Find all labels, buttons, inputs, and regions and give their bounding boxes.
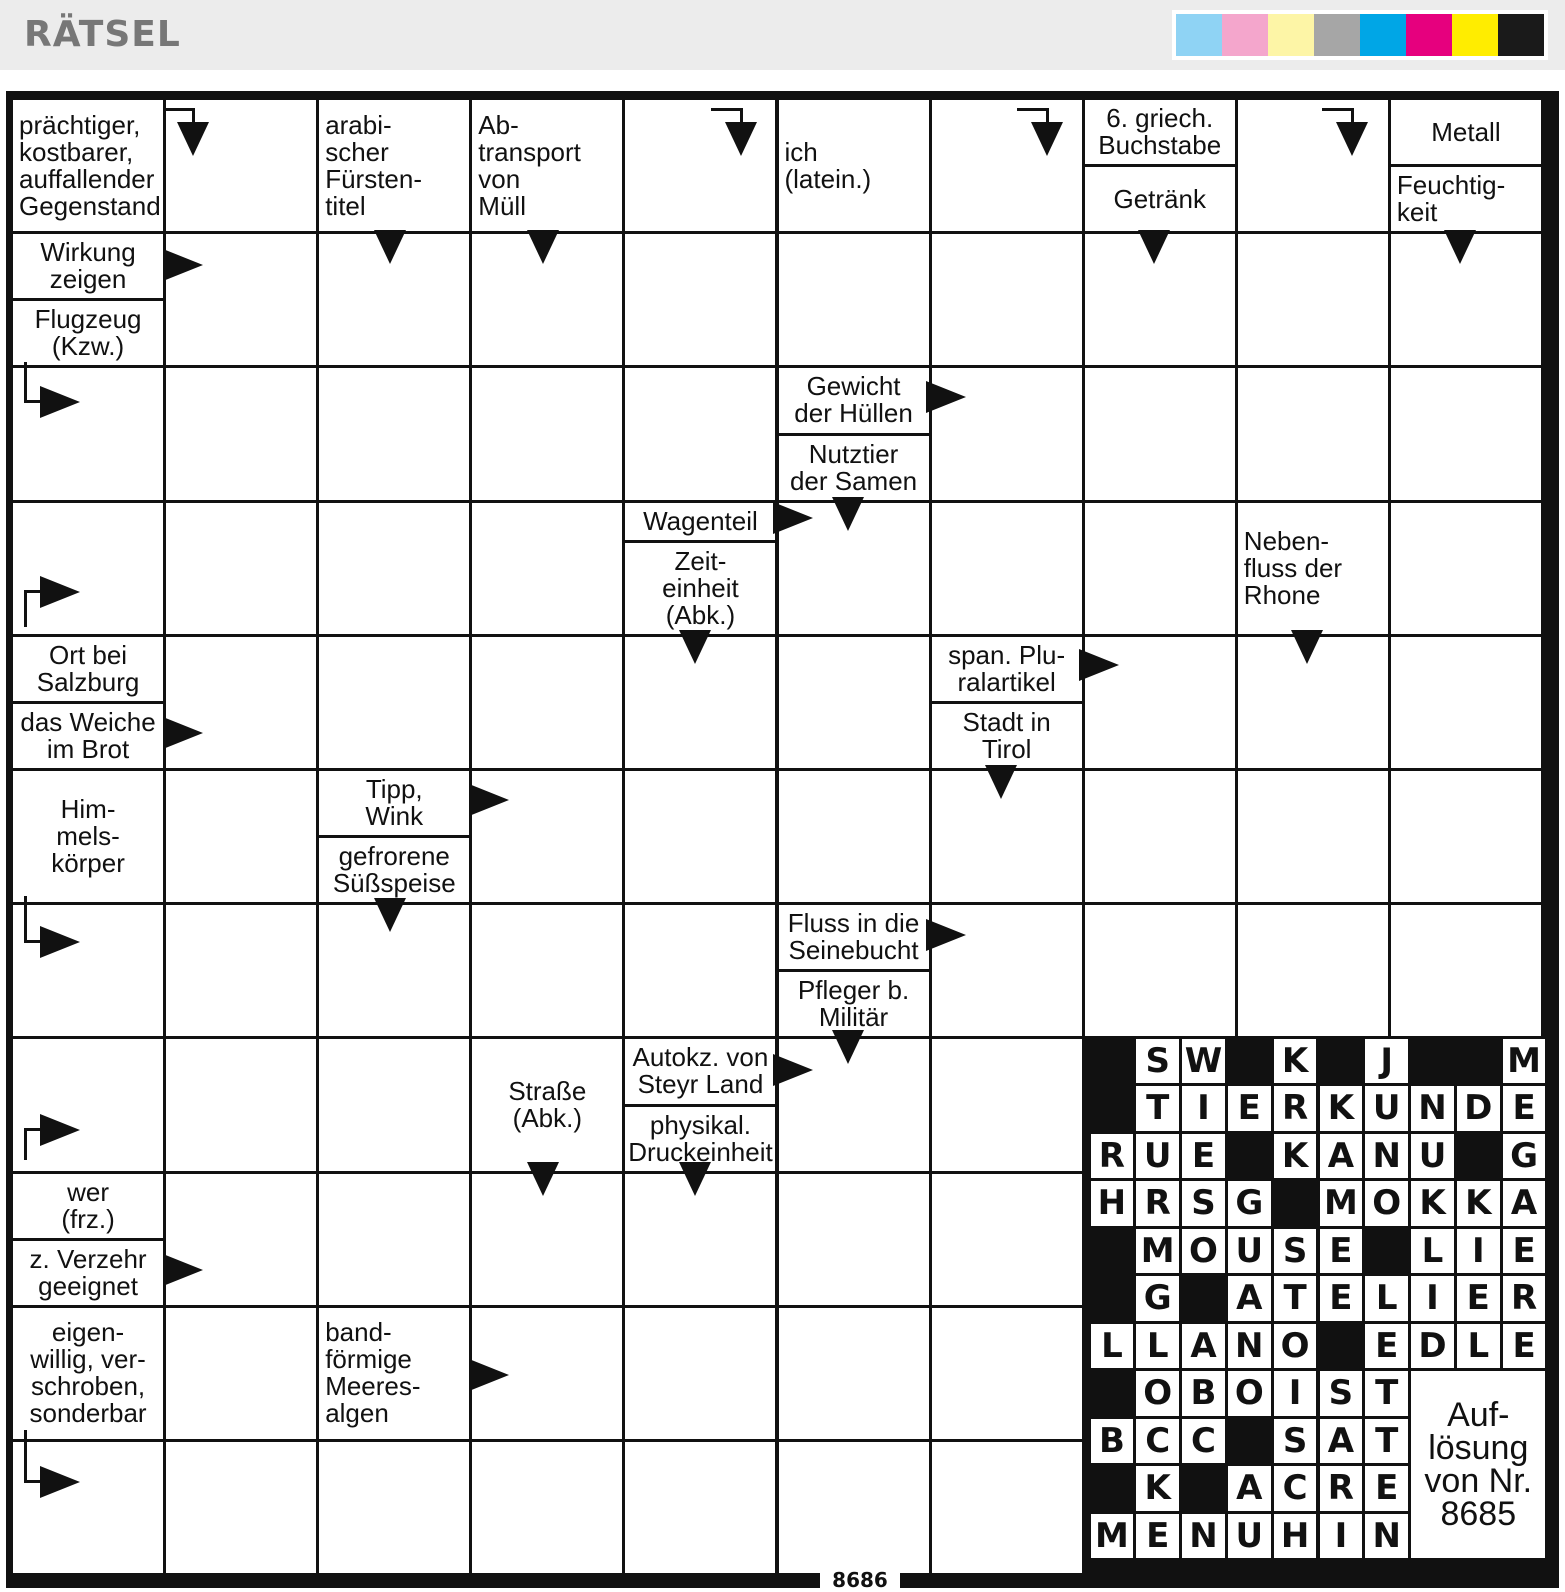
clue-text: förmige: [325, 1344, 412, 1375]
solution-letter: E: [1320, 1276, 1363, 1321]
clue-text: Neben-: [1243, 525, 1330, 556]
clue-text: Militär: [818, 1002, 889, 1033]
solution-letter: U: [1228, 1229, 1271, 1274]
solution-letter: T: [1365, 1371, 1408, 1416]
grid-cell[interactable]: [13, 503, 163, 634]
grid-cell[interactable]: [1391, 503, 1541, 634]
grid-cell[interactable]: [779, 1442, 929, 1573]
grid-cell[interactable]: [319, 503, 469, 634]
grid-cell[interactable]: [319, 637, 469, 768]
down-arrow-icon: [832, 497, 864, 531]
grid-cell[interactable]: [472, 503, 622, 634]
grid-cell[interactable]: [472, 905, 622, 1036]
clue-cell: [779, 436, 929, 500]
grid-cell[interactable]: [625, 368, 775, 499]
grid-cell[interactable]: [319, 368, 469, 499]
down-arrow-icon: [177, 122, 209, 156]
grid-cell[interactable]: [1391, 771, 1541, 902]
clue-cell: [13, 301, 163, 365]
solution-letter: C: [1182, 1419, 1225, 1464]
clue-text: Buchstabe: [1098, 130, 1222, 161]
grid-cell[interactable]: [166, 100, 316, 231]
clue-text: schroben,: [30, 1371, 146, 1402]
color-calibration-bar: [1172, 10, 1548, 60]
clue-text: Zeit-: [674, 546, 727, 577]
solution-letter: I: [1411, 1276, 1454, 1321]
solution-letter: N: [1228, 1324, 1271, 1369]
grid-cell[interactable]: [166, 1442, 316, 1573]
clue-text: Tipp,: [365, 774, 423, 805]
clue-text: (Abk.): [665, 600, 736, 631]
clue-text: algen: [325, 1398, 389, 1429]
clue-cell: [13, 1174, 163, 1238]
clue-text: (frz.): [61, 1203, 115, 1234]
grid-cell[interactable]: [932, 1039, 1082, 1170]
clue-cell: [319, 838, 469, 902]
clue-cell: [1085, 167, 1235, 231]
solution-letter: S: [1136, 1039, 1179, 1084]
solution-label-line: lösung: [1428, 1428, 1529, 1467]
grid-cell[interactable]: [1085, 905, 1235, 1036]
solution-letter: T: [1365, 1419, 1408, 1464]
grid-cell[interactable]: [472, 637, 622, 768]
grid-cell[interactable]: [13, 1442, 163, 1573]
solution-letter: T: [1136, 1086, 1179, 1131]
grid-cell[interactable]: [932, 503, 1082, 634]
clue-text: Gewicht: [806, 371, 901, 402]
color-swatch: [1222, 14, 1268, 56]
solution-letter: O: [1136, 1371, 1179, 1416]
clue-text: Ort bei: [49, 639, 128, 670]
solution-letter: I: [1320, 1514, 1363, 1559]
solution-letter: E: [1457, 1276, 1500, 1321]
grid-cell[interactable]: [1238, 905, 1388, 1036]
right-arrow-icon: [469, 784, 509, 816]
clue-text: (latein.): [784, 163, 872, 194]
solution-letter: H: [1091, 1181, 1134, 1226]
color-swatch: [1360, 14, 1406, 56]
solution-letter: N: [1182, 1514, 1225, 1559]
down-arrow-icon: [1031, 122, 1063, 156]
right-arrow-icon: [40, 576, 80, 608]
solution-letter: L: [1136, 1324, 1179, 1369]
solution-letter: R: [1503, 1276, 1546, 1321]
crossword-grid: [6, 91, 1559, 1588]
solution-letter: E: [1182, 1134, 1225, 1179]
grid-cell[interactable]: [1238, 771, 1388, 902]
grid-cell[interactable]: [625, 1308, 775, 1439]
grid-cell[interactable]: [1085, 771, 1235, 902]
solution-letter: E: [1503, 1086, 1546, 1131]
grid-cell[interactable]: [779, 637, 929, 768]
right-arrow-icon: [469, 1359, 509, 1391]
solution-letter: A: [1182, 1324, 1225, 1369]
clue-text: der Samen: [789, 465, 918, 496]
grid-cell[interactable]: [932, 1174, 1082, 1305]
solution-letter: W: [1182, 1039, 1225, 1084]
solution-letter: E: [1228, 1086, 1271, 1131]
solution-letter: B: [1091, 1419, 1134, 1464]
solution-letter: O: [1228, 1371, 1271, 1416]
clue-text: arabi-: [325, 109, 392, 140]
right-arrow-icon: [773, 1054, 813, 1086]
grid-cell[interactable]: [13, 368, 163, 499]
clue-text: Him-: [60, 794, 116, 825]
solution-letter: J: [1365, 1039, 1408, 1084]
clue-text: Getränk: [1113, 183, 1206, 214]
clue-text: einheit: [662, 573, 739, 604]
solution-letter: M: [1136, 1229, 1179, 1274]
solution-letter: K: [1136, 1466, 1179, 1511]
solution-letter: O: [1365, 1181, 1408, 1226]
clue-cell: [779, 368, 929, 432]
down-arrow-icon: [374, 230, 406, 264]
grid-cell[interactable]: [319, 1039, 469, 1170]
clue-text: ich: [784, 136, 818, 167]
clue-cell: [1085, 100, 1235, 164]
down-arrow-icon: [985, 765, 1017, 799]
solution-letter: R: [1136, 1181, 1179, 1226]
clue-text: geeignet: [38, 1270, 138, 1301]
clue-text: Druckeinheit: [628, 1136, 773, 1167]
clue-text: Wink: [365, 801, 424, 832]
solution-label: [1411, 1371, 1545, 1558]
solution-letter: B: [1182, 1371, 1225, 1416]
clue-cell: [13, 704, 163, 768]
solution-letter: U: [1365, 1086, 1408, 1131]
solution-letter: C: [1136, 1419, 1179, 1464]
clue-text: Steyr Land: [637, 1069, 764, 1100]
grid-cell[interactable]: [625, 234, 775, 365]
solution-letter: G: [1136, 1276, 1179, 1321]
solution-label-line: von Nr.: [1424, 1461, 1533, 1500]
clue-cell: [625, 503, 775, 541]
clue-text: Straße: [508, 1075, 587, 1106]
down-arrow-icon: [1291, 630, 1323, 664]
grid-cell[interactable]: [932, 234, 1082, 365]
down-arrow-icon: [679, 630, 711, 664]
page-title: RÄTSEL: [24, 14, 181, 55]
clue-text: Metall: [1431, 116, 1501, 147]
right-arrow-icon: [40, 1114, 80, 1146]
grid-cell[interactable]: [166, 368, 316, 499]
grid-cell[interactable]: [166, 905, 316, 1036]
solution-letter: L: [1365, 1276, 1408, 1321]
solution-letter: K: [1320, 1086, 1363, 1131]
clue-text: Ab-: [478, 109, 519, 140]
right-arrow-icon: [163, 249, 203, 281]
clue-cell: [472, 1039, 622, 1170]
clue-cell: [625, 1107, 775, 1171]
solution-letter: G: [1228, 1181, 1271, 1226]
clue-text: Fluss in die: [787, 908, 920, 939]
clue-text: span. Plu-: [948, 639, 1066, 670]
solution-letter: I: [1182, 1086, 1225, 1131]
down-arrow-icon: [832, 1030, 864, 1064]
clue-cell: [13, 771, 163, 902]
clue-cell: [779, 905, 929, 969]
grid-cell[interactable]: [13, 905, 163, 1036]
page-header: [0, 0, 1565, 70]
solution-letter: M: [1503, 1039, 1546, 1084]
clue-text: physikal.: [649, 1109, 752, 1140]
color-swatch: [1268, 14, 1314, 56]
clue-cell: [1391, 167, 1541, 231]
clue-cell: [1238, 503, 1388, 634]
clue-text: sonderbar: [29, 1398, 147, 1429]
grid-cell[interactable]: [1085, 503, 1235, 634]
clue-text: Wagenteil: [643, 506, 758, 537]
right-arrow-icon: [40, 926, 80, 958]
color-swatch: [1498, 14, 1544, 56]
clue-cell: [779, 100, 929, 231]
solution-letter: I: [1274, 1371, 1317, 1416]
clue-text: fluss der: [1243, 552, 1343, 583]
clue-text: mels-: [56, 821, 120, 852]
clue-cell: [319, 100, 469, 231]
clue-text: Fürsten-: [325, 163, 422, 194]
clue-cell: [625, 1039, 775, 1103]
clue-text: z. Verzehr: [29, 1243, 147, 1274]
right-arrow-icon: [926, 381, 966, 413]
solution-letter: A: [1503, 1181, 1546, 1226]
solution-letter: D: [1411, 1324, 1454, 1369]
solution-letter: O: [1274, 1324, 1317, 1369]
grid-cell[interactable]: [932, 1442, 1082, 1573]
grid-cell[interactable]: [319, 1442, 469, 1573]
clue-text: scher: [325, 136, 389, 167]
grid-cell[interactable]: [472, 368, 622, 499]
clue-text: 6. griech.: [1106, 103, 1214, 134]
grid-cell[interactable]: [779, 771, 929, 902]
down-arrow-icon: [725, 122, 757, 156]
clue-text: zeigen: [49, 264, 127, 295]
down-arrow-icon: [527, 230, 559, 264]
solution-letter: E: [1503, 1324, 1546, 1369]
clue-text: Pfleger b.: [797, 975, 910, 1006]
solution-letter: S: [1274, 1229, 1317, 1274]
clue-cell: [932, 637, 1082, 701]
grid-cell[interactable]: [779, 1308, 929, 1439]
grid-cell[interactable]: [13, 1039, 163, 1170]
solution-letter: K: [1411, 1181, 1454, 1226]
color-swatch: [1314, 14, 1360, 56]
clue-cell: [779, 972, 929, 1036]
clue-text: Autokz. von: [632, 1042, 769, 1073]
solution-letter: L: [1091, 1324, 1134, 1369]
clue-text: von: [478, 163, 521, 194]
clue-cell: [13, 100, 163, 231]
solution-letter: K: [1274, 1039, 1317, 1084]
grid-cell[interactable]: [472, 1442, 622, 1573]
grid-cell[interactable]: [779, 234, 929, 365]
solution-letter: U: [1136, 1134, 1179, 1179]
solution-letter: E: [1503, 1229, 1546, 1274]
solution-letter: R: [1274, 1086, 1317, 1131]
grid-cell[interactable]: [166, 1308, 316, 1439]
solution-letter: N: [1365, 1514, 1408, 1559]
solution-letter: N: [1411, 1086, 1454, 1131]
down-arrow-icon: [1336, 122, 1368, 156]
grid-cell[interactable]: [1238, 100, 1388, 231]
clue-cell: [319, 771, 469, 835]
solution-letter: R: [1320, 1466, 1363, 1511]
grid-cell[interactable]: [1391, 368, 1541, 499]
grid-cell[interactable]: [625, 905, 775, 1036]
clue-text: titel: [325, 190, 366, 221]
down-arrow-icon: [374, 898, 406, 932]
grid-cell[interactable]: [625, 771, 775, 902]
color-swatch: [1452, 14, 1498, 56]
grid-cell[interactable]: [166, 503, 316, 634]
solution-letter: U: [1411, 1134, 1454, 1179]
color-swatch: [1176, 14, 1222, 56]
clue-cell: [13, 234, 163, 298]
clue-cell: [13, 637, 163, 701]
clue-cell: [13, 1308, 163, 1439]
clue-cell: [1391, 100, 1541, 164]
puzzle-number: 8686: [820, 1570, 900, 1590]
solution-letter: L: [1411, 1229, 1454, 1274]
grid-cell[interactable]: [1238, 368, 1388, 499]
clue-text: Meeres-: [325, 1371, 421, 1402]
grid-cell[interactable]: [932, 100, 1082, 231]
grid-cell[interactable]: [1238, 234, 1388, 365]
clue-cell: [472, 100, 622, 231]
down-arrow-icon: [679, 1162, 711, 1196]
clue-text: Nutztier: [808, 438, 899, 469]
solution-letter: E: [1320, 1229, 1363, 1274]
clue-text: Müll: [478, 190, 526, 221]
clue-text: Rhone: [1243, 579, 1321, 610]
grid-cell[interactable]: [1085, 368, 1235, 499]
solution-letter: A: [1320, 1134, 1363, 1179]
solution-letter: U: [1228, 1514, 1271, 1559]
grid-cell[interactable]: [932, 1308, 1082, 1439]
grid-cell[interactable]: [319, 1174, 469, 1305]
grid-cell[interactable]: [166, 771, 316, 902]
clue-text: gefrorene: [338, 841, 450, 872]
solution-label-line: 8685: [1440, 1494, 1517, 1533]
solution-letter: I: [1457, 1229, 1500, 1274]
clue-text: band-: [325, 1317, 392, 1348]
right-arrow-icon: [163, 717, 203, 749]
solution-letter: R: [1091, 1134, 1134, 1179]
clue-text: eigen-: [51, 1317, 125, 1348]
grid-cell[interactable]: [1391, 637, 1541, 768]
clue-text: Seinebucht: [788, 935, 919, 966]
clue-text: körper: [51, 848, 125, 879]
solution-letter: S: [1274, 1419, 1317, 1464]
clue-text: wer: [67, 1176, 109, 1207]
right-arrow-icon: [40, 386, 80, 418]
solution-letter: E: [1365, 1324, 1408, 1369]
clue-cell: [13, 1241, 163, 1305]
grid-cell[interactable]: [166, 1039, 316, 1170]
clue-cell: [932, 704, 1082, 768]
solution-letter: E: [1136, 1514, 1179, 1559]
solution-letter: A: [1228, 1276, 1271, 1321]
clue-text: (Kzw.): [51, 331, 125, 362]
clue-text: transport: [478, 136, 581, 167]
clue-text: Wirkung: [40, 237, 136, 268]
clue-text: Tirol: [981, 733, 1032, 764]
clue-text: der Hüllen: [794, 398, 913, 429]
clue-text: keit: [1396, 197, 1438, 228]
clue-cell: [319, 1308, 469, 1439]
solution-letter: A: [1320, 1419, 1363, 1464]
clue-text: Salzburg: [36, 666, 140, 697]
right-arrow-icon: [1079, 649, 1119, 681]
solution-letter: E: [1365, 1466, 1408, 1511]
solution-letter: O: [1182, 1229, 1225, 1274]
clue-text: Flugzeug: [34, 304, 142, 335]
clue-text: willig, ver-: [30, 1344, 146, 1375]
color-swatch: [1406, 14, 1452, 56]
solution-letter: K: [1457, 1181, 1500, 1226]
clue-cell: [625, 543, 775, 633]
solution-label-line: Auf-: [1447, 1395, 1510, 1434]
solution-letter: D: [1457, 1086, 1500, 1131]
solution-letter: C: [1274, 1466, 1317, 1511]
right-arrow-icon: [40, 1466, 80, 1498]
down-arrow-icon: [1138, 230, 1170, 264]
grid-cell[interactable]: [1391, 905, 1541, 1036]
clue-text: Gegenstand: [19, 190, 161, 221]
solution-letter: K: [1274, 1134, 1317, 1179]
right-arrow-icon: [163, 1254, 203, 1286]
clue-text: Feuchtig-: [1396, 170, 1506, 201]
grid-cell[interactable]: [625, 100, 775, 231]
solution-letter: L: [1457, 1324, 1500, 1369]
grid-cell[interactable]: [625, 1442, 775, 1573]
clue-text: prächtiger,: [19, 109, 141, 140]
right-arrow-icon: [773, 502, 813, 534]
grid-cell[interactable]: [779, 1174, 929, 1305]
clue-text: (Abk.): [512, 1102, 583, 1133]
solution-letter: M: [1320, 1181, 1363, 1226]
clue-text: Süßspeise: [332, 868, 456, 899]
solution-letter: S: [1182, 1181, 1225, 1226]
solution-letter: A: [1228, 1466, 1271, 1511]
right-arrow-icon: [926, 919, 966, 951]
solution-letter: S: [1320, 1371, 1363, 1416]
clue-text: ralartikel: [957, 666, 1056, 697]
solution-letter: M: [1091, 1514, 1134, 1559]
clue-text: im Brot: [46, 733, 130, 764]
clue-text: Stadt in: [962, 706, 1051, 737]
clue-text: kostbarer,: [19, 136, 134, 167]
clue-text: das Weiche: [20, 706, 156, 737]
clue-text: auffallender: [19, 163, 155, 194]
down-arrow-icon: [1444, 230, 1476, 264]
down-arrow-icon: [527, 1162, 559, 1196]
solution-letter: T: [1274, 1276, 1317, 1321]
solution-letter: N: [1365, 1134, 1408, 1179]
solution-letter: H: [1274, 1514, 1317, 1559]
solution-letter: G: [1503, 1134, 1546, 1179]
